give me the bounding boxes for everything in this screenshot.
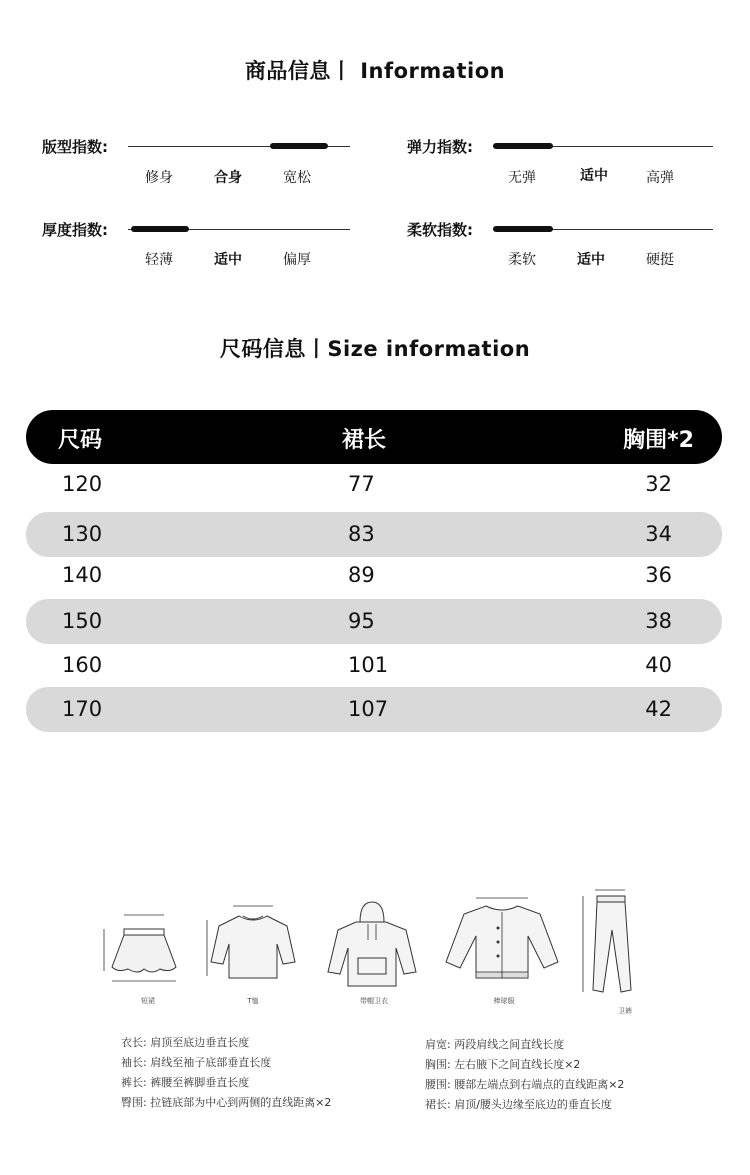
stretch-index-marker (493, 143, 553, 149)
baseball-jacket-caption: 棒球服 (493, 997, 515, 1005)
baseball-jacket-diagram-icon (440, 892, 564, 992)
cell-size: 150 (62, 609, 103, 633)
cell-dress-length: 77 (348, 472, 375, 496)
softness-option-medium: 适中 (577, 252, 605, 268)
cell-dress-length: 107 (348, 697, 389, 721)
header-dress-length: 裙长 (342, 428, 387, 453)
cell-size: 170 (62, 697, 103, 721)
legend-item: 臀围: 拉链底部为中心到两侧的直线距离×2 (121, 1096, 332, 1109)
fit-index-label: 版型指数: (42, 138, 108, 156)
table-row (26, 553, 722, 598)
thickness-option-medium: 适中 (214, 252, 242, 268)
cell-size: 130 (62, 522, 103, 546)
fit-index-marker (270, 143, 328, 149)
size-table-header (26, 410, 722, 464)
table-row (26, 687, 722, 732)
cell-dress-length: 95 (348, 609, 375, 633)
table-row (26, 599, 722, 644)
tshirt-diagram-icon (203, 900, 303, 995)
hoodie-diagram-icon (322, 896, 422, 996)
hoodie-caption: 带帽卫衣 (360, 997, 388, 1005)
cell-chest: 38 (645, 609, 672, 633)
table-row (26, 462, 722, 507)
thickness-option-thick: 偏厚 (283, 252, 311, 268)
thickness-option-thin: 轻薄 (145, 252, 173, 268)
softness-option-soft: 柔软 (508, 252, 536, 268)
cell-chest: 42 (645, 697, 672, 721)
table-row (26, 643, 722, 688)
legend-item: 裤长: 裤腰至裤脚垂直长度 (121, 1076, 250, 1089)
size-info-title: 尺码信息丨Size information (219, 337, 531, 361)
legend-item: 裙长: 肩顶/腰头边缘至底边的垂直长度 (425, 1098, 612, 1111)
softness-index-marker (493, 226, 553, 232)
thickness-index-label: 厚度指数: (42, 221, 108, 239)
legend-item: 袖长: 肩线至袖子底部垂直长度 (121, 1056, 272, 1069)
fit-option-slim: 修身 (145, 170, 173, 186)
stretch-option-medium: 适中 (580, 168, 608, 184)
table-row (26, 512, 722, 557)
legend-item: 肩宽: 两段肩线之间直线长度 (425, 1038, 565, 1051)
header-size: 尺码 (58, 428, 103, 453)
thickness-index-marker (131, 226, 189, 232)
legend-item: 胸围: 左右腋下之间直线长度×2 (425, 1058, 581, 1071)
cell-size: 140 (62, 563, 103, 587)
cell-dress-length: 83 (348, 522, 375, 546)
stretch-index-label: 弹力指数: (407, 138, 473, 156)
legend-item: 衣长: 肩顶至底边垂直长度 (121, 1036, 250, 1049)
cell-size: 160 (62, 653, 103, 677)
cell-chest: 40 (645, 653, 672, 677)
product-info-title: 商品信息丨 Information (244, 59, 506, 83)
cell-size: 120 (62, 472, 103, 496)
softness-option-stiff: 硬挺 (646, 252, 674, 268)
cell-chest: 34 (645, 522, 672, 546)
pants-diagram-icon (575, 884, 645, 1004)
tshirt-caption: T恤 (247, 997, 259, 1005)
pants-caption: 卫裤 (618, 1007, 632, 1015)
fit-option-loose: 宽松 (283, 170, 311, 186)
softness-index-label: 柔软指数: (407, 221, 473, 239)
cell-chest: 36 (645, 563, 672, 587)
fit-option-regular: 合身 (214, 170, 242, 186)
skirt-diagram-icon (98, 905, 190, 995)
header-chest: 胸围*2 (623, 428, 694, 453)
legend-item: 腰围: 腰部左端点到右端点的直线距离×2 (425, 1078, 625, 1091)
cell-dress-length: 101 (348, 653, 389, 677)
stretch-option-none: 无弹 (508, 170, 536, 186)
stretch-option-high: 高弹 (646, 170, 674, 186)
skirt-caption: 短裙 (141, 997, 155, 1005)
cell-dress-length: 89 (348, 563, 375, 587)
cell-chest: 32 (645, 472, 672, 496)
